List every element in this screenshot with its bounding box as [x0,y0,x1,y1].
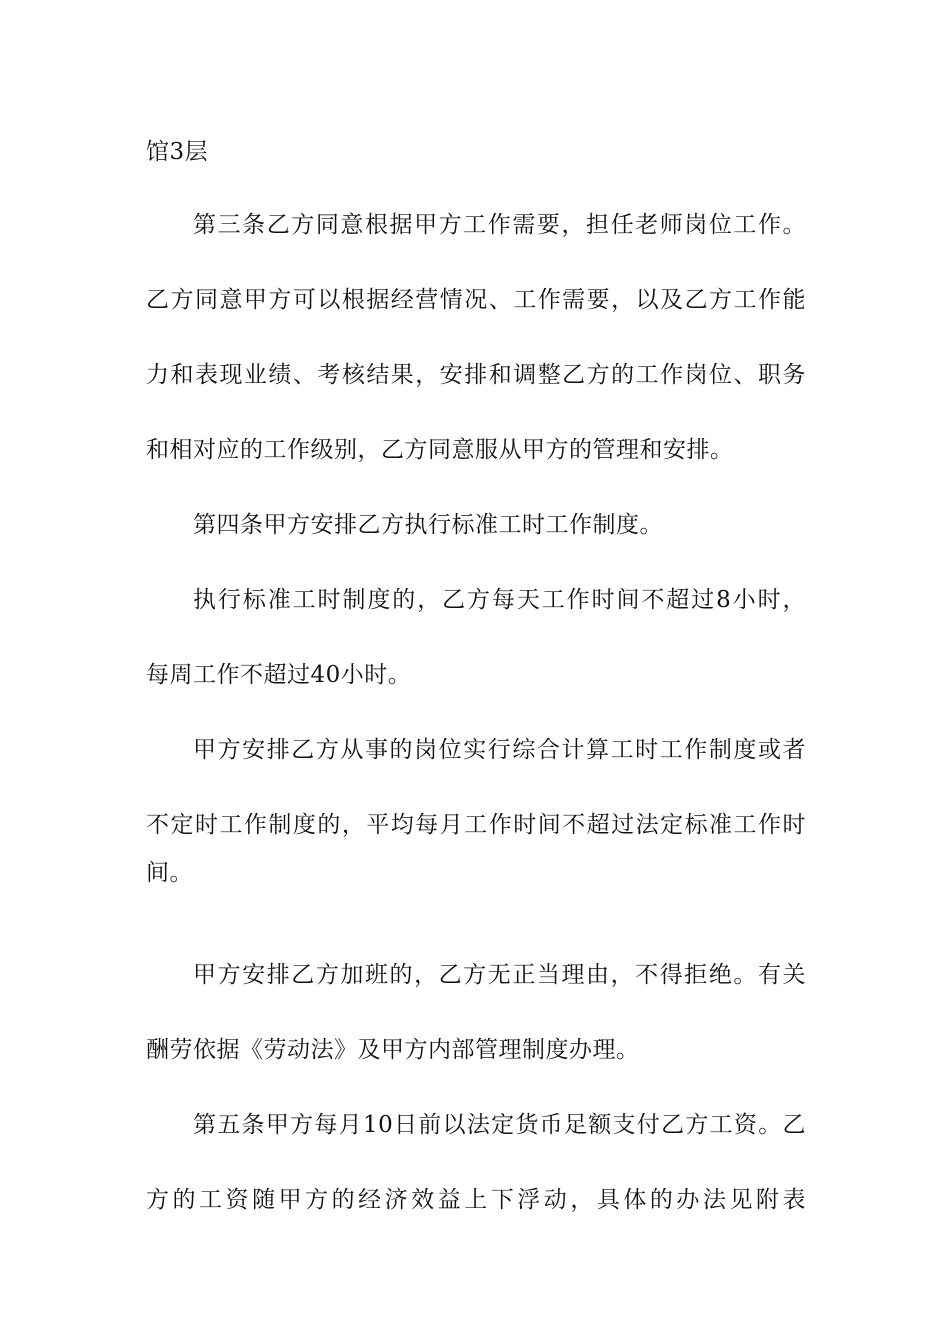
text-line-12: 甲方安排乙方加班的，乙方无正当理由，不得拒绝。有关 [193,962,806,988]
text-line-9: 甲方安排乙方从事的岗位实行综合计算工时工作制度或者 [193,737,806,763]
text-line-10: 不定时工作制度的，平均每月工作时间不超过法定标准工作时 [146,812,806,838]
text-line-6: 第四条甲方安排乙方执行标准工时工作制度。 [193,512,663,538]
text-line-15: 方的工资随甲方的经济效益上下浮动，具体的办法见附表 [146,1187,806,1213]
text-line-14: 第五条甲方每月10日前以法定货币足额支付乙方工资。乙 [193,1112,806,1138]
text-line-11: 间。 [146,860,193,886]
text-line-2: 第三条乙方同意根据甲方工作需要，担任老师岗位工作。 [193,212,806,238]
text-line-13: 酬劳依据《劳动法》及甲方内部管理制度办理。 [146,1037,640,1063]
text-line-3: 乙方同意甲方可以根据经营情况、工作需要，以及乙方工作能 [146,287,806,313]
text-line-7: 执行标准工时制度的，乙方每天工作时间不超过8小时， [193,587,806,613]
text-line-1: 馆3层 [146,139,209,165]
text-line-4: 力和表现业绩、考核结果，安排和调整乙方的工作岗位、职务 [146,362,806,388]
text-line-5: 和相对应的工作级别，乙方同意服从甲方的管理和安排。 [146,437,734,463]
text-line-8: 每周工作不超过40小时。 [146,662,412,688]
